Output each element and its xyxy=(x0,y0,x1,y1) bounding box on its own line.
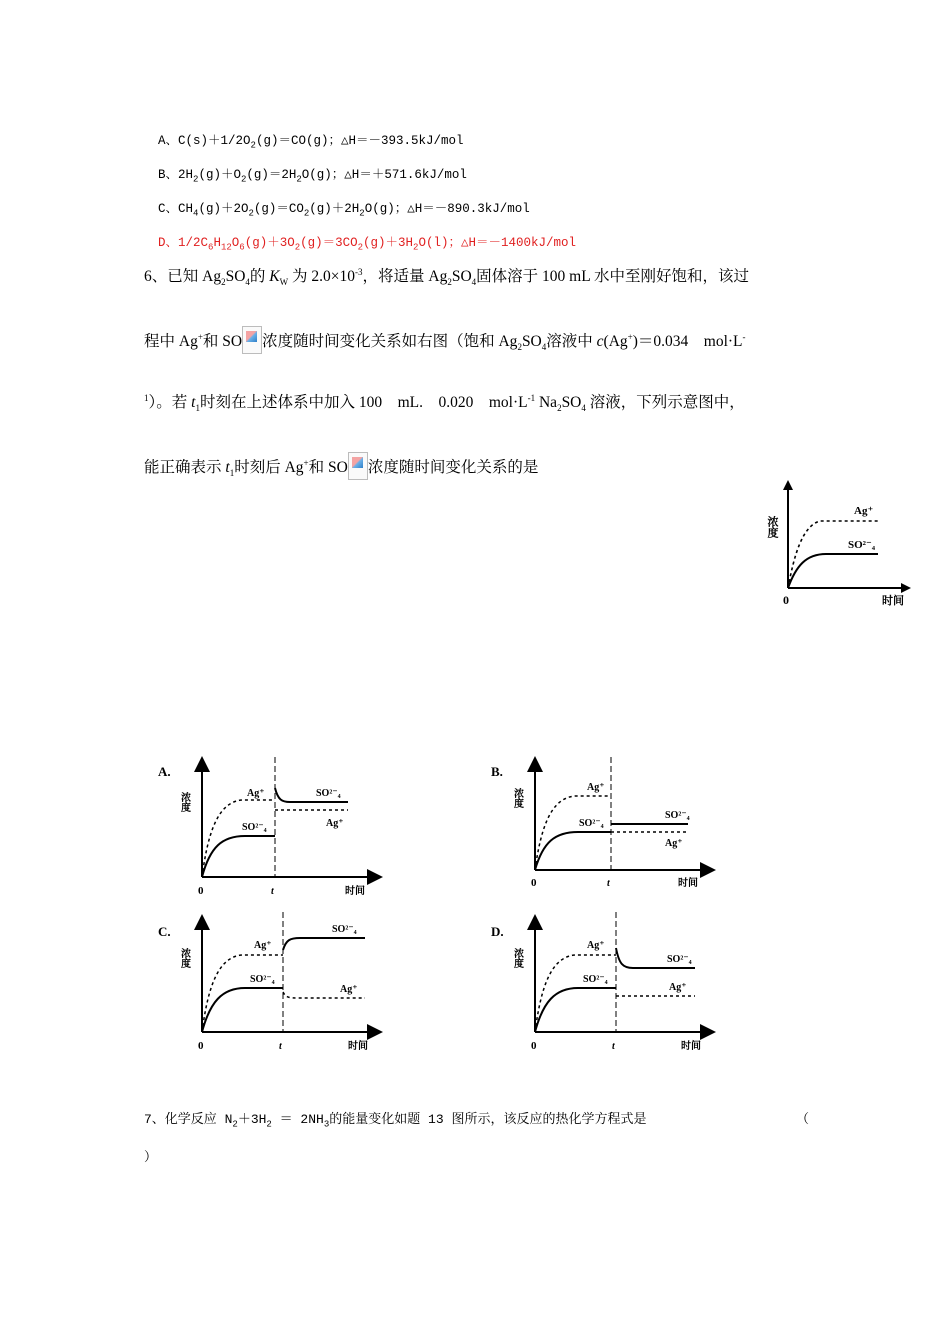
q6-line-3: $^1$）。若 $t_1$时刻在上述体系中加入 100 mL. 0.020 $mol\cdot L^{-1}$ $Na_2SO_4$ 溶液，下列示意图中， xyxy=(144,392,745,414)
svg-text:Ag⁺: Ag⁺ xyxy=(587,940,605,951)
svg-text:时间: 时间 xyxy=(678,878,698,889)
q7-paren-close: ） xyxy=(144,1150,158,1165)
graph-a xyxy=(158,757,375,897)
svg-text:0: 0 xyxy=(198,885,204,897)
letter-b: B. xyxy=(491,764,503,779)
svg-text:浓度: 浓度 xyxy=(178,948,190,968)
graph-c xyxy=(158,912,375,1052)
q6-line-2: 程中 Ag+和 SO 浓度随时间变化关系如右图（饱和 $Ag_2SO_4$溶液中 c(Ag+)＝0.034 mol·L- xyxy=(144,326,746,354)
broken-image-icon xyxy=(242,326,262,354)
option-d-answer: D、$1/2C_6H_{12}O_6(g)+3O_2(g)=3CO_2(g)+3H_2O(l)$；△H＝－1400kJ/mol xyxy=(158,236,576,253)
svg-text:Ag⁺: Ag⁺ xyxy=(247,788,265,799)
svg-text:Ag⁺: Ag⁺ xyxy=(254,940,272,951)
svg-text:Ag⁺: Ag⁺ xyxy=(669,982,687,993)
so4-label: SO²⁻₄ xyxy=(848,539,876,551)
graph-b xyxy=(491,757,708,889)
svg-text:Ag⁺: Ag⁺ xyxy=(340,984,358,995)
ag-label: Ag⁺ xyxy=(854,505,874,517)
svg-text:浓度: 浓度 xyxy=(511,948,523,968)
letter-c: C. xyxy=(158,924,171,939)
ylabel: 浓度 xyxy=(766,516,778,538)
origin: 0 xyxy=(783,593,789,607)
q6-line-4: 能正确表示 $t_1$时刻后 Ag+和 SO 浓度随时间变化关系的是 xyxy=(144,452,538,480)
svg-text:Ag⁺: Ag⁺ xyxy=(326,818,344,829)
svg-text:t: t xyxy=(612,1041,615,1052)
svg-text:Ag⁺: Ag⁺ xyxy=(665,838,683,849)
xlabel: 时间 xyxy=(882,595,904,607)
svg-text:时间: 时间 xyxy=(681,1041,701,1052)
svg-text:浓度: 浓度 xyxy=(178,792,190,812)
q6-line-1: 6、已知 $Ag_2SO_4$的 $K_W$ 为 $2.0\times 10^{-3}$，将适量 $Ag_2SO_4$固体溶于 100 mL 水中至刚好饱和，该过 xyxy=(144,266,749,288)
q7-line: 7、化学反应 $N_2+3H_2 = 2NH_3$的能量变化如题 13 图所示，该反应的热化学方程式是 xyxy=(144,1112,647,1130)
svg-text:SO²⁻₄: SO²⁻₄ xyxy=(583,974,608,985)
reference-graph xyxy=(766,476,916,616)
svg-text:SO²⁻₄: SO²⁻₄ xyxy=(667,954,692,965)
svg-text:浓度: 浓度 xyxy=(511,788,523,808)
svg-text:时间: 时间 xyxy=(345,886,365,897)
broken-image-icon xyxy=(348,452,368,480)
q7-paren-open: （ xyxy=(796,1112,810,1127)
option-c: C、$CH_4(g)+2O_2(g)=CO_2(g)+2H_2O(g)$；△H＝－890.3kJ/mol xyxy=(158,202,530,219)
svg-text:时间: 时间 xyxy=(348,1041,368,1052)
graph-d xyxy=(491,912,708,1052)
svg-text:SO²⁻₄: SO²⁻₄ xyxy=(250,974,275,985)
svg-text:SO²⁻₄: SO²⁻₄ xyxy=(242,822,267,833)
option-b: B、$2H_2(g)+O_2(g)=2H_2O(g)$；△H＝＋571.6kJ/mol xyxy=(158,168,467,185)
letter-d: D. xyxy=(491,924,504,939)
svg-text:SO²⁻₄: SO²⁻₄ xyxy=(316,788,341,799)
svg-text:Ag⁺: Ag⁺ xyxy=(587,782,605,793)
option-graphs xyxy=(150,752,730,1052)
svg-text:t: t xyxy=(271,886,274,897)
svg-text:SO²⁻₄: SO²⁻₄ xyxy=(665,810,690,821)
letter-a: A. xyxy=(158,764,171,779)
option-a: A、$C(s)+1/2O_2(g)=CO(g)$；△H＝－393.5kJ/mol xyxy=(158,134,464,151)
svg-text:0: 0 xyxy=(531,1040,537,1052)
svg-text:0: 0 xyxy=(198,1040,204,1052)
svg-text:SO²⁻₄: SO²⁻₄ xyxy=(332,924,357,935)
svg-text:SO²⁻₄: SO²⁻₄ xyxy=(579,818,604,829)
svg-text:t: t xyxy=(607,878,610,889)
svg-text:0: 0 xyxy=(531,877,537,889)
svg-text:t: t xyxy=(279,1041,282,1052)
